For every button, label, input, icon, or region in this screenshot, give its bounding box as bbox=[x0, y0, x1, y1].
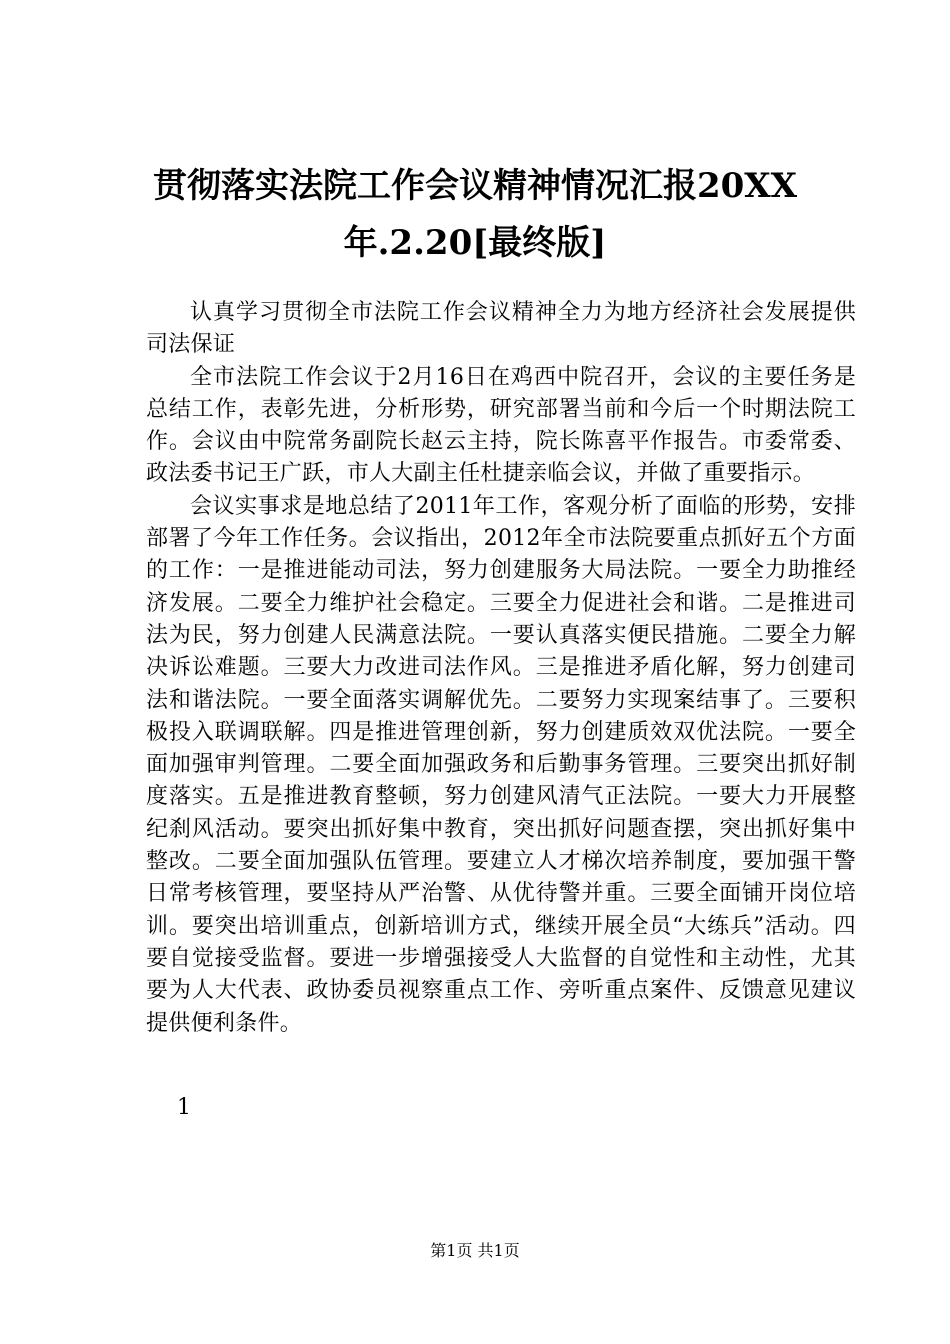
document-title-line-2: 年.2.20[最终版] bbox=[343, 223, 607, 263]
inline-page-number: 1 bbox=[177, 1095, 191, 1120]
paragraph-subtitle: 认真学习贯彻全市法院工作会议精神全力为地方经济社会发展提供司法保证 bbox=[146, 300, 856, 358]
paragraph-meeting-summary: 全市法院工作会议于2月16日在鸡西中院召开，会议的主要任务是总结工作，表彰先进，分析形势，研究部署当前和今后一个时期法院工作。会议由中院常务副院长赵云主持，院长陈喜平作报告。市委常委、政法委书记王广跃，市人大副主任杜捷亲临会议，并做了重要指示。 bbox=[146, 364, 856, 487]
document-body bbox=[146, 297, 856, 1040]
paragraph-work-plan: 会议实事求是地总结了2011年工作，客观分析了面临的形势，安排部署了今年工作任务。会议指出，2012年全市法院要重点抓好五个方面的工作：一是推进能动司法，努力创建服务大局法院。一要全力助推经济发展。二要全力维护社会稳定。三要全力促进社会和谐。二是推进司法为民，努力创建人民满意法院。一要认真落实便民措施。二要全力解决诉讼难题。三要大力改进司法作风。三是推进矛盾化解，努力创建司法和谐法院。一要全面落实调解优先。二要努力实现案结事了。三要积极投入联调联解。四是推进管理创新，努力创建质效双优法院。一要全面加强审判管理。二要全面加强政务和后勤事务管理。三要突出抓好制度落实。五是推进教育整顿，努力创建风清气正法院。一要大力开展整纪刹风活动。要突出抓好集中教育，突出抓好问题查摆，突出抓好集中整改。二要全面加强队伍管理。要建立人才梯次培养制度，要加强干警日常考核管理，要坚持从严治警、从优待警并重。三要全面铺开岗位培训。要突出培训重点，创新培训方式，继续开展全员“大练兵”活动。四要自觉接受监督。要进一步增强接受人大监督的自觉性和主动性，尤其要为人大代表、政协委员视察重点工作、旁听重点案件、反馈意见建议提供便利条件。 bbox=[146, 493, 856, 1036]
document-title-line-1: 贯彻落实法院工作会议精神情况汇报20XX bbox=[152, 166, 798, 206]
page-footer: 第1页 共1页 bbox=[430, 1241, 520, 1260]
